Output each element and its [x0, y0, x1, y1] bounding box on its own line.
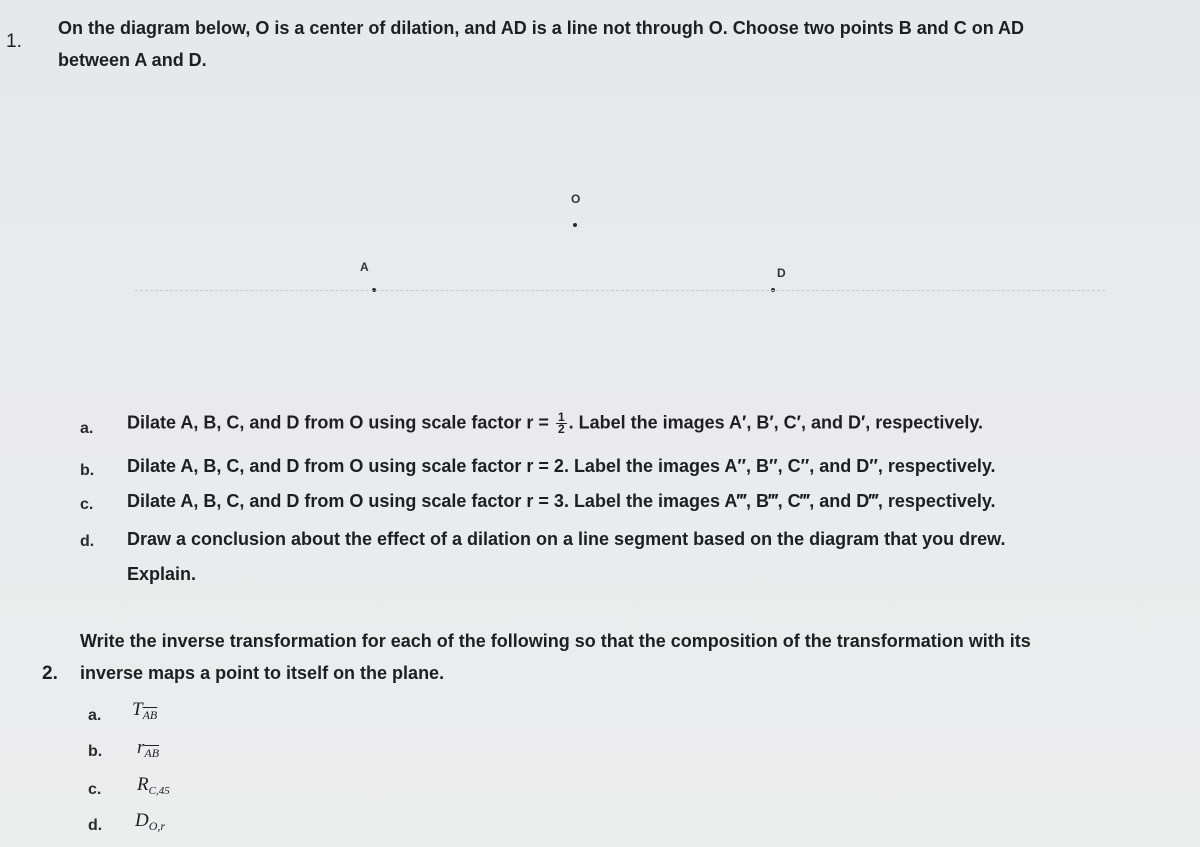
translation-symbol: T [132, 699, 143, 720]
q2-part-a-letter: a. [88, 707, 102, 724]
point-d-label: D [777, 266, 786, 280]
part-c-text: Dilate A, B, C, and D from O using scale factor r = 3. Label the images A‴, B‴, C‴, and D‴, respectively. [127, 491, 996, 511]
part-d-text: Draw a conclusion about the effect of a dilation on a line segment based on the diagram that you drew. [127, 529, 1006, 549]
part-d-letter: d. [80, 533, 95, 550]
part-a-letter: a. [80, 420, 94, 437]
question-1-text-line1: On the diagram below, O is a center of dilation, and AD is a line not through O. Choose two points B and C on AD [58, 18, 1025, 38]
part-c-letter: c. [80, 496, 94, 513]
q2-part-b-letter: b. [88, 743, 103, 760]
part-d-text-line2: Explain. [127, 564, 197, 584]
question-2-text-line2: inverse maps a point to itself on the plane. [80, 663, 445, 683]
translation-vector: AB [142, 708, 158, 722]
q2-part-b-expr [137, 737, 159, 761]
reflection-line: AB [144, 746, 160, 760]
rotation-center-angle: C,45 [148, 785, 170, 797]
part-b-text: Dilate A, B, C, and D from O using scale factor r = 2. Label the images A″, B″, C″, and D″, respectively. [127, 456, 996, 476]
question-2-number: 2. [42, 663, 58, 684]
q2-part-d-letter: d. [88, 817, 103, 834]
fraction-denominator: 2 [557, 422, 565, 436]
reflection-symbol: r [137, 737, 145, 758]
line-ad [135, 290, 1105, 291]
q2-part-a-expr [132, 699, 157, 723]
q2-part-d-expr [135, 810, 165, 834]
dilation-center-factor: O,r [148, 819, 166, 833]
question-1-number: 1. [6, 31, 22, 52]
rotation-symbol: R [137, 774, 149, 795]
part-a-text-after: . Label the images A′, B′, C′, and D′, respectively. [568, 412, 984, 433]
q2-part-c-letter: c. [88, 781, 102, 798]
part-b-letter: b. [80, 462, 95, 479]
point-o-dot [573, 223, 577, 227]
part-a-text-before: Dilate A, B, C, and D from O using scale factor r = [127, 412, 554, 433]
q2-part-c-expr [137, 774, 170, 797]
fraction-numerator: 1 [557, 410, 565, 424]
point-o-label: O [571, 192, 581, 206]
dilation-symbol: D [135, 810, 149, 831]
point-a-label: A [360, 260, 369, 274]
question-2-text-line1: Write the inverse transformation for each of the following so that the composition of the transformation with its [80, 631, 1031, 651]
part-a-text [127, 412, 983, 435]
one-half-fraction [556, 412, 567, 435]
question-1-text-line2: between A and D. [58, 50, 207, 70]
